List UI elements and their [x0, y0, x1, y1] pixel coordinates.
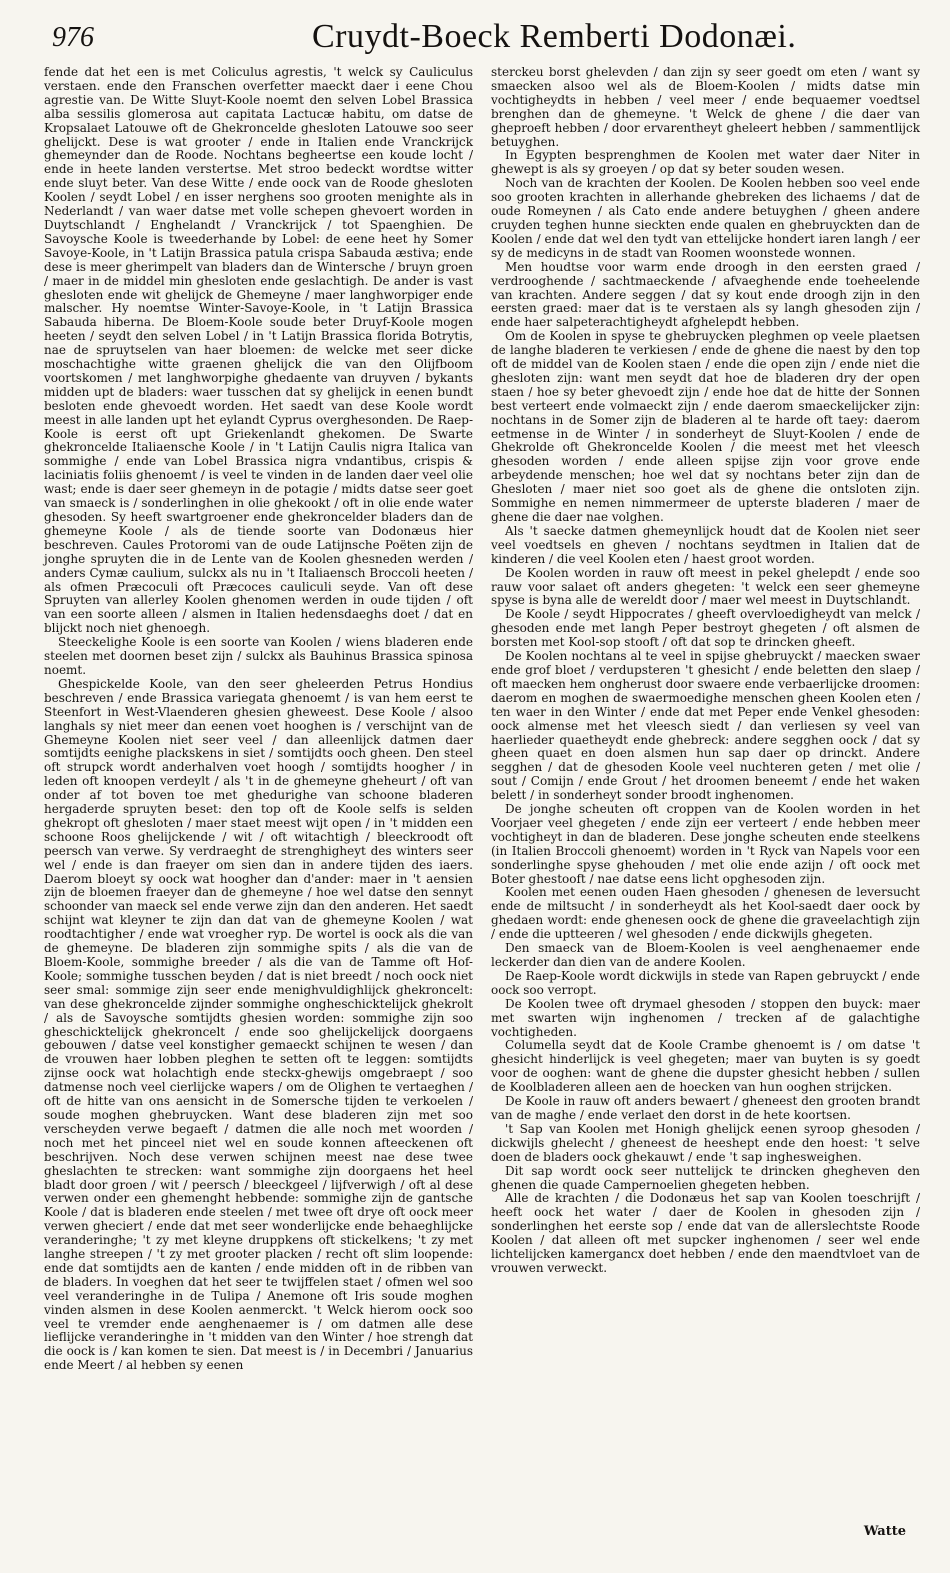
page-number: 976: [52, 22, 94, 53]
paragraph: Dit sap wordt oock seer nuttelijck te drincken ghegheven den ghenen die quade Campernoelien ghegeten hebben.: [491, 1163, 920, 1192]
paragraph: De Koole in rauw oft anders bewaert / gheneest den grooten brandt van de maghe / ende verlaet den dorst in de hete koortsen.: [491, 1094, 920, 1122]
paragraph: Den smaeck van de Bloem-Koolen is veel aenghenaemer ende leckerder dan dien van de andere Koolen.: [491, 941, 920, 969]
paragraph: Om de Koolen in spyse te ghebruycken pleghmen op veele plaetsen de langhe bladeren te verkiesen / ende de ghene die naest by den top oft de middel van de Koolen staen / ende die open zijn / ende niet die ghesloten zijn: want men seydt dat hoe de bladeren dry der open staen / hoe sy beter ghevoedt zijn / ende hoe dat de hitte der Sonnen best verteert ende volmaeckt zijn / ende daerom smaeckelijcker zijn: nochtans in de Somer zijn de bladeren al te harde oft taey: daerom eetmense in de Winter / in sonderheyt de Sluyt-Koolen / ende de Ghekrolde oft Ghekroncelde Koolen / die meest met het vleesch ghesoden worden / ende alleen spijse zijn voor grove ende arbeydende menschen; hoe wel dat sy nochtans beter zijn dan de Ghesloten / maer niet soo goet als de ghene die ontsloten zijn. Sommighe en nemen nimmermeer de upterste bladeren / maer de ghene die daer nae volghen.: [491, 329, 920, 524]
paragraph: De Raep-Koole wordt dickwijls in stede van Rapen gebruyckt / ende oock soo verropt.: [491, 968, 920, 997]
paragraph: In Egypten besprenghmen de Koolen met water daer Niter in ghewept is als sy groeyen / op dat sy beter souden wesen.: [491, 148, 920, 177]
catchword: Watte: [863, 1524, 906, 1539]
paragraph: Columella seydt dat de Koole Crambe ghenoemt is / om datse 't ghesicht hinderlijck is veel ghegeten; maer van buyten is sy goedt voor de ooghen: want de ghene die dupster ghesicht hebben / sullen de Koolbladeren alleen aen de hoecken van hun ooghen strijcken.: [491, 1038, 920, 1095]
paragraph: Koolen met eenen ouden Haen ghesoden / ghenesen de leversucht ende de miltsucht / in sonderheydt als het Kool-saedt daer oock by ghedaen wordt: ende ghenesen oock de ghene die graveelachtigh zijn / ende die uptteeren / wel ghesoden / ende dickwijls ghegeten.: [491, 885, 920, 942]
paragraph: Ghespickelde Koole, van den seer gheleerden Petrus Hondius beschreven / ende Brassica variegata ghenoemt / is van hem eerst te Steenfort in West-Vlaenderen ghesien gheweest. Dese Koole / alsoo langhals sy niet meer dan eenen voet hooghen is / verschijnt van de Ghemeyne Koolen niet seer veel / dan alleenlijck datmen daer somtijdts eenighe plackskens in siet / somtijdts ooch gheen. Den steel oft strupck wordt anderhalven voet hoogh / somtijdts hoogher / in leden oft knoopen verdeylt / als 't in de ghemeyne gheheurt / oft van onder af tot boven toe met ghedurighe van schoone bladeren hergaderde spruyten beset: den top oft de Koole selfs is selden ghekropt oft ghesloten / maer staet meest wijt open / in 't midden een schoone Roos ghelijckende / wit / oft witachtigh / bleeckroodt oft peersch van verwe. Sy verdraeght de strenghigheyt des winters seer wel / ende is dan fraeyer om sien dan in andere tijden des iaers. Daerom bloeyt sy oock wat hoogher dan d'ander: maer in 't aensien zijn de bloemen fraeyer dan de ghemeyne / hoe wel datse den sennyt schoonder van maeck sel ende verwe zijn dan den anderen. Het saedt schijnt wat kleyner te zijn dan dat van de ghemeyne Koolen / wat roodtachtigher / ende wat vroegher ryp. De wortel is oock als die van de ghemeyne. De bladeren zijn sommighe spits / als die van de Bloem-Koole, sommighe breeder / als die van de Tamme oft Hof-Koole; sommighe tusschen beyden / dat is niet breedt / noch oock niet seer smal: sommige zijn seer ende menighvuldighlijck ghekroncelt: van dese ghekroncelde zijnder sommighe ongheschicktelijck ghekrolt / als de Savoysche somtijdts ghesien worden: sommighe zijn soo gheschicktelijck ghekroncelt / ende soo ghelijckelijck doorgaens gebouwen / datse veel konstigher gemaeckt schijnen te wesen / dan de vrouwen haer lobben pleghen te setten oft te leggen: somtijdts zijnse oock wat holachtigh ende steckx-ghewijs omgebraept / soo datmense noch veel cierlijcke wapers / om de Olighen te vertaeghen / oft de hitte van ons aensicht in de Somersche tijden te verkoelen / soude moghen ghebruycken. Want dese bladeren zijn met soo verscheyden verwe begaeft / datmen die alle noch met woorden / noch met het pinceel niet wel en soude konnen afteeckenen oft beschrijven. Noch dese verwen schijnen meest nae dese twee gheslachten te strecken: want sommighe zijn doorgaens het heel bladt door groen / wit / peersch / bleeckgeel / lijfverwigh / oft al dese verwen onder een ghemenght hebbende: sommighe zijn de gantsche Koole / dat is bladeren ende steelen / met twee oft drye oft oock meer verwen gheciert / ende dat met seer wonderlijcke ende behaeghlijcke veranderinghe; 't zy met kleyne druppkens oft stickelkens; 't zy met langhe streepen / 't zy met grooter placken / recht oft slim loopende: ende dat somtijdts aen de kanten / ende midden oft in de ribben van de bladers. In voeghen dat het seer te twijffelen staet / ofmen wel soo veel veranderinghe in de Tulipa / Anemone oft Iris soude moghen vinden alsmen in dese Koolen aenmerckt. 't Welck hierom oock soo veel te vremder ende aenghenaemer is / om datmen alle dese lieflijcke veranderinghe in 't midden van den Winter / hoe strengh dat die oock is / kan komen te sien. Dat meest is / in Decembri / Januarius ende Meert / al hebben sy eenen: [44, 676, 473, 1373]
paragraph: De Koole / seydt Hippocrates / gheeft overvloedigheydt van melck / ghesoden ende met langh Peper bestroyt ghegeten / oft alsmen de borsten met Kool-sop stooft / oft dat sop te drincken gheeft.: [491, 607, 920, 650]
paragraph: Noch van de krachten der Koolen. De Koolen hebben soo veel ende soo grooten krachten in allerhande ghebreken des lichaems / dat de oude Romeynen / als Cato ende andere betuyghen / gheen andere cruyden teghen hunne sieckten ende qualen en ghebruyckten dan de Koolen / ende dat wel den tydt van ettelijcke hondert iaren langh / eer sy de medicyns in de stadt van Roomen woonstede wonnen.: [491, 176, 920, 260]
left-column: [44, 66, 473, 1373]
paragraph: 't Sap van Koolen met Honigh ghelijck eenen syroop ghesoden / dickwijls ghelecht / gheneest de heeshept ende den hoest: 't selve doen de bladers oock ghekauwt / ende 't sap inghesweighen.: [491, 1121, 920, 1164]
paragraph: fende dat het een is met Coliculus agrestis, 't welck sy Cauliculus verstaen. ende den Franschen overfetter maeckt daer i eene Chou agrestie van. De Witte Sluyt-Koole noemt den selven Lobel Brassica alba sessilis glomerosa aut capitata Lactucæ habitu, om datse de Kropsalaet Latouwe oft de Ghekroncelde ghesloten Latouwe soo seer ghelijckt. Dese is wat grooter / ende in Italien ende Vranckrijck ghemeynder dan de Roode. Nochtans begheertse een koude locht / ende in heete landen verstertse. Met stroo bedeckt wordtse witter ende sluyt beter. Van dese Witte / ende oock van de Roode ghesloten Koolen / seydt Lobel / en isser nerghens soo grooten menighte als in Nederlandt / van waer datse met volle schepen ghevoert worden in Duytschlandt / Enghelandt / Vranckrijck / tot Spaenghien. De Savoysche Koole is tweederhande by Lobel: de eene heet hy Somer Savoye-Koole, in 't Latijn Brassica patula crispa Sabauda æstiva; ende dese is meer gherimpelt van bladers dan de Wintersche / bruyn groen / maer in de middel min ghesloten ende geslachtigh. De ander is vast ghesloten ende wit ghelijck de Ghemeyne / maer langhworpiger ende malscher. Hy noemtse Winter-Savoye-Koole, in 't Latijn Brassica Sabauda hiberna. De Bloem-Koole soude beter Druyf-Koole mogen heeten / seydt den selven Lobel / in 't Latijn Brassica florida Botrytis, nae de spruytselen van haer bloemen: de welcke met seer dicke moschachtighe witte graenen ghelijck die van den Olijfboom voortskomen / met langhworpighe ghedaente van druyven / bykants midden upt de bladers: waer tusschen dat sy ghelijck in eenen bundt besloten ende ghevoedt worden. Het saedt van dese Koole wordt meest in alle landen upt het eylandt Cyprus overghesonden. De Raep-Koole is eerst oft upt Griekenlandt ghekomen. De Swarte ghekroncelde Italiaensche Koole / in 't Latijn Caulis nigra Italica van sommighe / ende van Lobel Brassica nigra vndantibus, crispis & laciniatis foliis ghenoemt / is veel te vinden in de landen daer veel olie wast; ende is daer seer ghemeyn in de potagie / midts datse seer goet van smaeck is / sonderlinghen in olie ghekookt / oft in olie ende water ghesoden. Sy heeft swartgroener ende ghekroncelder bladers dan de ghemeyne Koole / als de tiende soorte van Dodonæus hier beschreven. Caules Protoromi van de oude Latijnsche Poëten zijn de jonghe spruyten die in de Lente van de Koolen ghesneden werden / anders Cymæ caulium, sulckx als nu in 't Italiaensch Broccoli heeten / als ofmen Præcoculi oft Præcoces cauliculi seyde. Van oft dese Spruyten van allerley Koolen ghenomen werden in oude tijden / oft van een soorte alleen / alsmen in Italien hedensdaeghs doet / dat en blijckt noch niet ghenoegh.: [44, 65, 473, 636]
paragraph: De jonghe scheuten oft croppen van de Koolen worden in het Voorjaer veel ghegeten / ende zijn eer verteert / ende hebben meer vochtigheyt in dan de bladeren. Dese jonghe scheuten ende steelkens (in Italien Broccoli ghenoemt) worden in 't Ryck van Napels voor een sonderlinghe spyse ghehouden / met olie ende azijn / oft oock met Boter ghestooft / nae datse eens licht opghesoden zijn.: [491, 802, 920, 886]
paragraph: De Koolen nochtans al te veel in spijse ghebruyckt / maecken swaer ende grof bloet / verdupsteren 't ghesicht / ende beletten den slaep / oft maecken hem ongherust door swaere ende verbaerlijcke droomen: daerom en moghen de swaermoedighe menschen gheen Koolen eten / ten waer in den Winter / ende dat met Peper ende Venkel ghesoden: oock almense met het vleesch siedt / dan verliesen sy veel van haerlieder quaetheydt ende ghebreck: andere segghen oock / dat sy gheen quaet en doen alsmen hun sap daer op drinckt. Andere segghen / dat de ghesoden Koole veel nuchteren geten / met olie / sout / Comijn / ende Grout / het droomen beneemt / ende het waken belett / in sonderheyt sonder broodt inghenomen.: [491, 649, 920, 803]
running-title: Cruydt-Boeck Remberti Dodonæi.: [312, 18, 797, 55]
paragraph: Steeckelighe Koole is een soorte van Koolen / wiens bladeren ende steelen met doornen beset zijn / sulckx als Bauhinus Brassica spinosa noemt.: [44, 635, 473, 677]
right-column: [491, 66, 920, 1373]
paragraph: Alle de krachten / die Dodonæus het sap van Koolen toeschrijft / heeft oock het water / daer de Koolen in ghesoden zijn / sonderlinghen het eerste sop / ende dat van de allerslechtste Roode Koolen / dat alleen oft met supcker inghenomen / seer wel ende lichtelijcken kamergancx doet hebben / ende den maendtvloet van de vrouwen verweckt.: [491, 1191, 920, 1275]
paragraph: sterckeu borst ghelevden / dan zijn sy seer goedt om eten / want sy smaecken alsoo wel als de Bloem-Koolen / midts datse min vochtigheydts in hebben / veel meer / ende bequaemer voedtsel brenghen dan de ghemeyne. 't Welck de ghene / die daer van gheproeft hebben / door ervarentheyt gheleert hebben / sammentlijck betuyghen.: [491, 65, 920, 149]
paragraph: De Koolen worden in rauw oft meest in pekel ghelepdt / ende soo rauw voor salaet oft anders ghegeten: 't welck een seer ghemeyne spyse is byna alle de wereldt door / maer wel meest in Duytschlandt.: [491, 565, 920, 608]
page-header: [44, 18, 920, 62]
text-columns: [44, 66, 920, 1373]
paragraph: Als 't saecke datmen ghemeynlijck houdt dat de Koolen niet seer veel voedtsels en gheven / nochtans seydtmen in Italien dat de kinderen / die veel Koolen eten / haest groot worden.: [491, 523, 920, 566]
paragraph: Men houdtse voor warm ende droogh in den eersten graed / verdrooghende / sachtmaeckende / afvaeghende ende toeheelende van krachten. Andere seggen / dat sy kout ende droogh zijn in den eersten graed: maer dat is te verstaen als sy langh ghesoden zijn / ende haer salpeterachtigheydt afghelepdt hebben.: [491, 259, 920, 330]
paragraph: De Koolen twee oft drymael ghesoden / stoppen den buyck: maer met swarten wijn inghenomen / trecken af de galachtighe vochtigheden.: [491, 996, 920, 1039]
